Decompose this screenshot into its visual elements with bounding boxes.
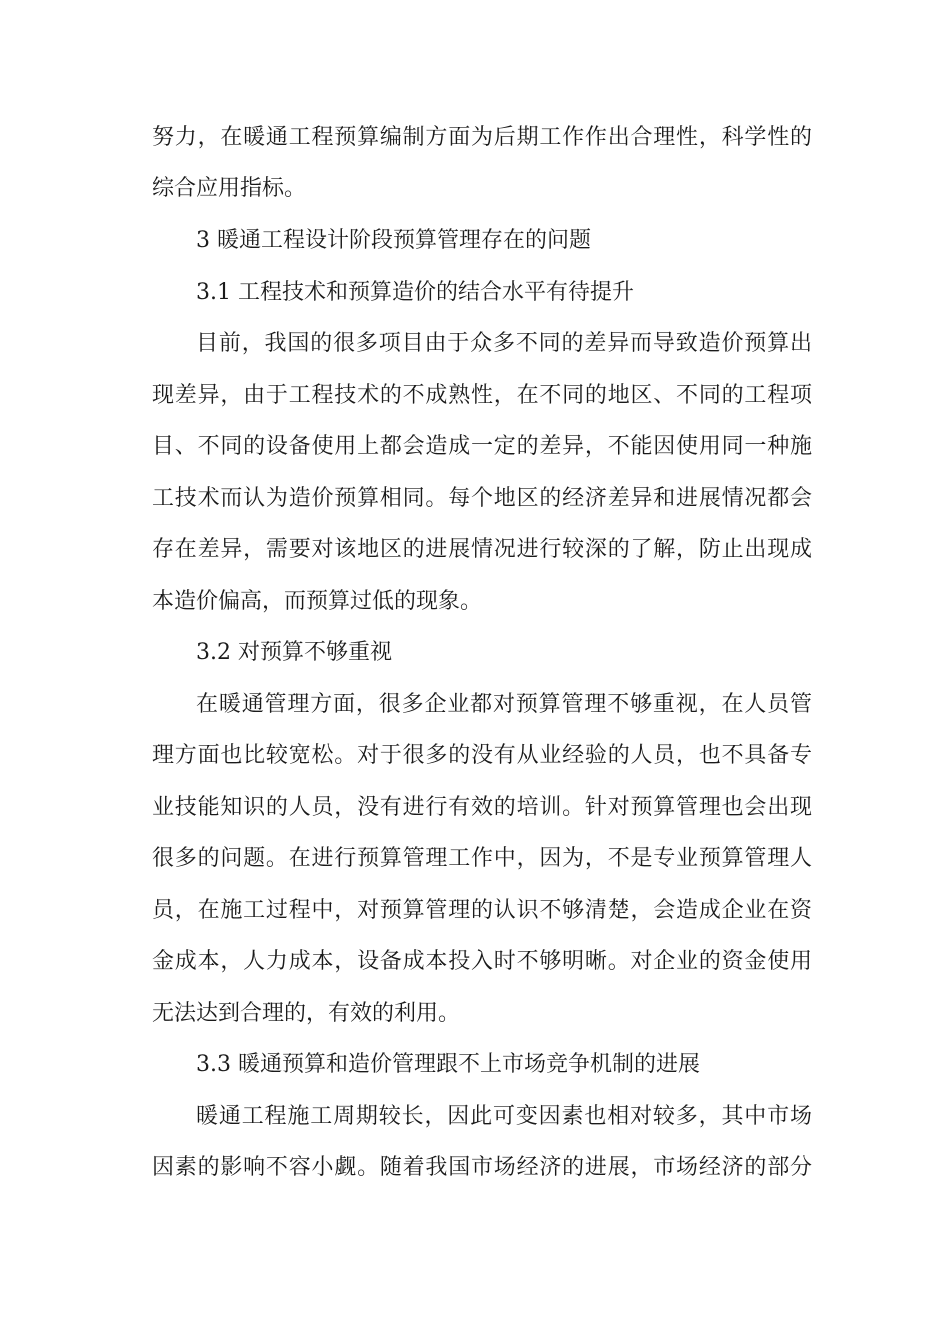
paragraph-line: 现差异，由于工程技术的不成熟性，在不同的地区、不同的工程项: [152, 383, 812, 408]
paragraph-line: 本造价偏高，而预算过低的现象。: [152, 589, 483, 614]
paragraph-line: 暖通工程施工周期较长，因此可变因素也相对较多，其中市场: [196, 1104, 812, 1129]
paragraph-line: 理方面也比较宽松。对于很多的没有从业经验的人员，也不具备专: [152, 743, 812, 768]
subsection-heading: 3.2 对预算不够重视: [196, 640, 392, 665]
subsection-heading: 3.1 工程技术和预算造价的结合水平有待提升: [196, 280, 634, 305]
paragraph-line: 因素的影响不容小觑。随着我国市场经济的进展，市场经济的部分: [152, 1155, 812, 1180]
paragraph-line: 综合应用指标。: [152, 176, 307, 201]
paragraph-line: 业技能知识的人员，没有进行有效的培训。针对预算管理也会出现: [152, 795, 812, 820]
paragraph-line: 很多的问题。在进行预算管理工作中，因为，不是专业预算管理人: [152, 846, 812, 871]
paragraph-line: 员，在施工过程中，对预算管理的认识不够清楚，会造成企业在资: [152, 898, 812, 923]
paragraph-line: 工技术而认为造价预算相同。每个地区的经济差异和进展情况都会: [152, 486, 812, 511]
section-heading: 3 暖通工程设计阶段预算管理存在的问题: [196, 228, 591, 253]
paragraph-line: 在暖通管理方面，很多企业都对预算管理不够重视，在人员管: [196, 692, 812, 717]
paragraph-line: 目、不同的设备使用上都会造成一定的差异，不能因使用同一种施: [152, 434, 812, 459]
paragraph-line: 努力，在暖通工程预算编制方面为后期工作作出合理性，科学性的: [152, 125, 812, 150]
subsection-heading: 3.3 暖通预算和造价管理跟不上市场竞争机制的进展: [196, 1052, 700, 1077]
paragraph-line: 存在差异，需要对该地区的进展情况进行较深的了解，防止出现成: [152, 537, 812, 562]
paragraph-line: 金成本，人力成本，设备成本投入时不够明晰。对企业的资金使用: [152, 949, 812, 974]
paragraph-line: 无法达到合理的，有效的利用。: [152, 1001, 461, 1026]
paragraph-line: 目前，我国的很多项目由于众多不同的差异而导致造价预算出: [196, 331, 812, 356]
